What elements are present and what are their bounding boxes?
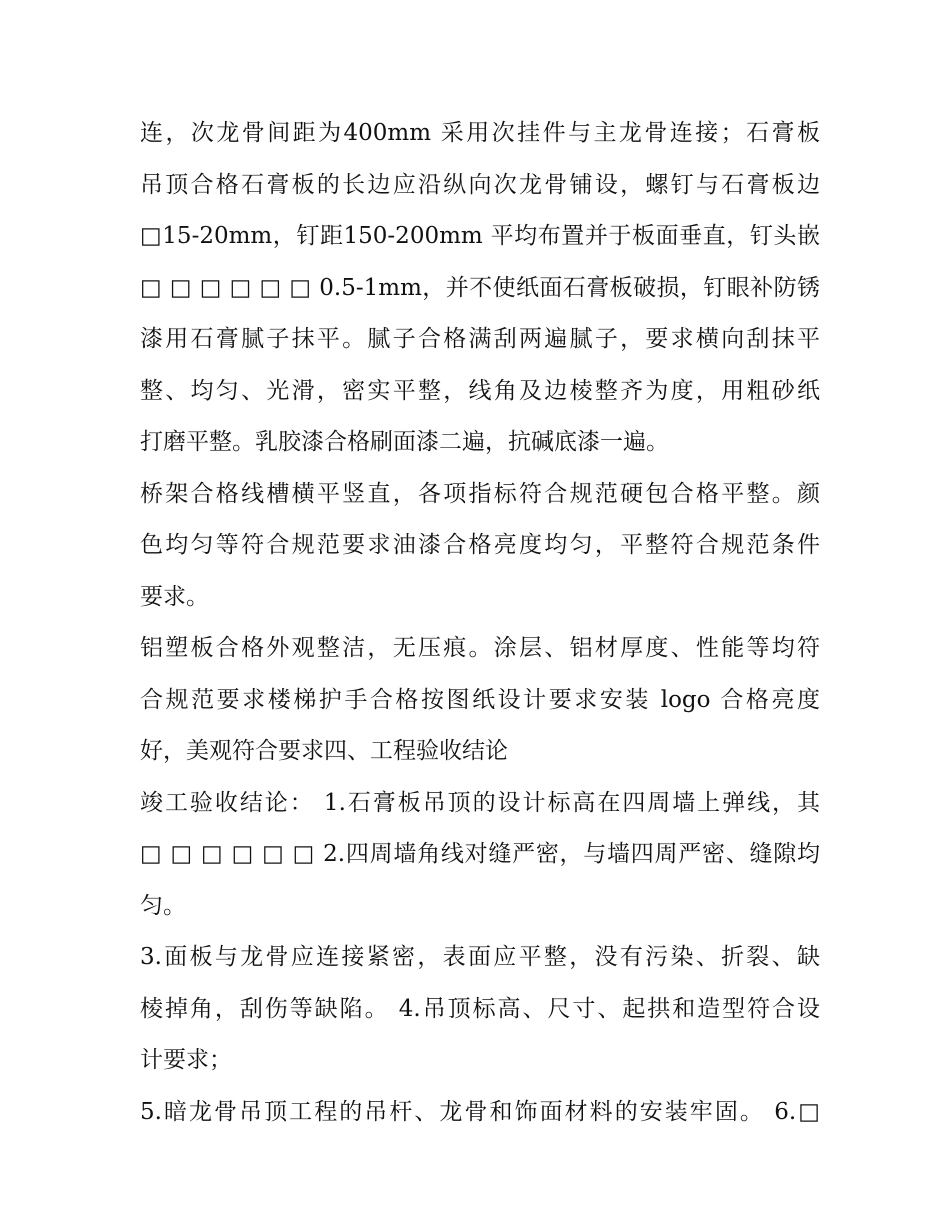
text-line: 计要求； xyxy=(140,1047,232,1073)
text-line: 匀。 xyxy=(140,892,186,919)
text-line: □ □ □ □ □ □ 0.5-1mm，并不使纸面石膏板破损，钉眼补防锈 xyxy=(140,274,820,301)
text-line: 桥架合格线槽横平竖直，各项指标符合规范硬包合格平整。颜 xyxy=(140,480,820,507)
text-line: 色均匀等符合规范要求油漆合格亮度均匀，平整符合规范条件 xyxy=(140,532,820,558)
body-text xyxy=(140,108,820,1138)
text-line: 铝塑板合格外观整洁，无压痕。涂层、铝材厚度、性能等均符 xyxy=(140,635,820,661)
text-line: □ □ □ □ □ □ 2.四周墙角线对缝严密，与墙四周严密、缝隙均 xyxy=(140,841,820,867)
text-line: 5.暗龙骨吊顶工程的吊杆、龙骨和饰面材料的安装牢固。 6.□ xyxy=(140,1098,820,1125)
text-line: 好，美观符合要求四、工程验收结论 xyxy=(140,738,508,764)
text-line: 吊顶合格石膏板的长边应沿纵向次龙骨铺设，螺钉与石膏板边 xyxy=(140,171,820,198)
text-line: 整、均匀、光滑，密实平整，线角及边棱整齐为度，用粗砂纸 xyxy=(140,377,820,404)
text-line: □15-20mm，钉距150-200mm 平均布置并于板面垂直，钉头嵌 xyxy=(140,223,820,249)
text-line: 3.面板与龙骨应连接紧密，表面应平整，没有污染、折裂、缺 xyxy=(140,944,820,970)
text-line: 要求。 xyxy=(140,583,209,610)
text-line: 棱掉角，刮伤等缺陷。 4.吊顶标高、尺寸、起拱和造型符合设 xyxy=(140,995,820,1022)
text-line: 漆用石膏腻子抹平。腻子合格满刮两遍腻子，要求横向刮抹平 xyxy=(140,326,820,352)
text-line: 打磨平整。乳胶漆合格刷面漆二遍，抗碱底漆一遍。 xyxy=(140,429,669,455)
text-line: 连，次龙骨间距为400mm 采用次挂件与主龙骨连接；石膏板 xyxy=(140,120,820,146)
text-line: 竣工验收结论： 1.石膏板吊顶的设计标高在四周墙上弹线，其 xyxy=(140,789,820,816)
text-line: 合规范要求楼梯护手合格按图纸设计要求安装 logo 合格亮度 xyxy=(140,686,820,713)
